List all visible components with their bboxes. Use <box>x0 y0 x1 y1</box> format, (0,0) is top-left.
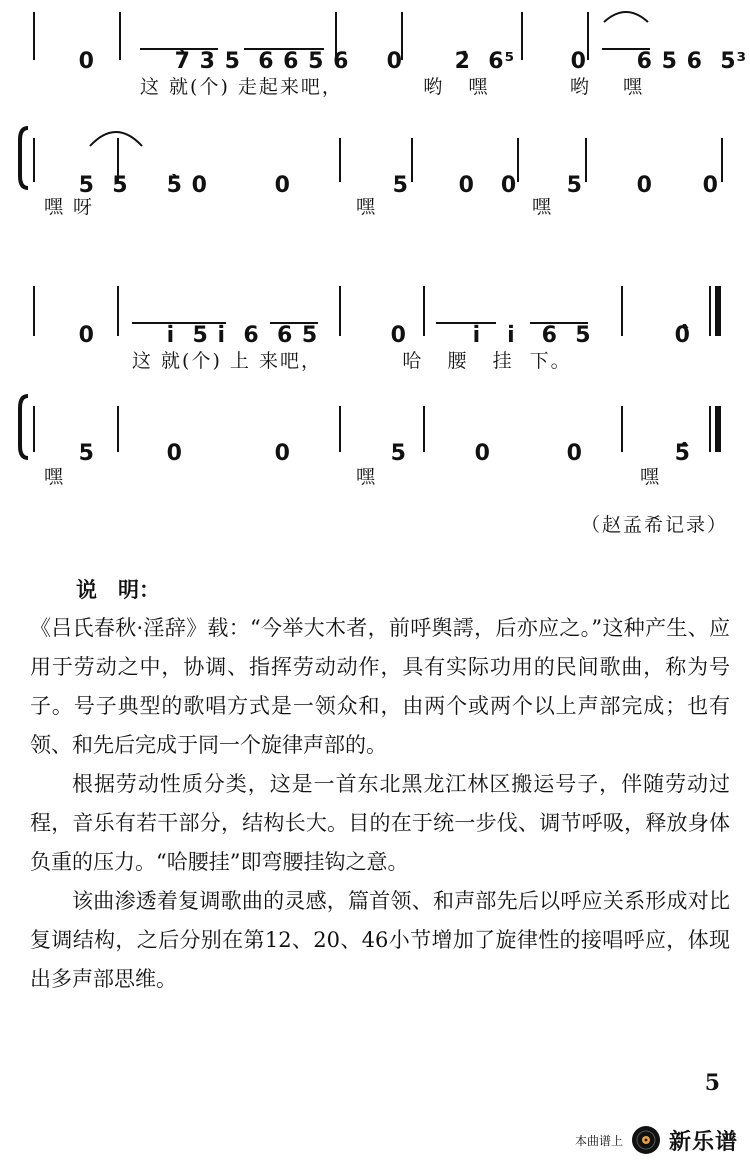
system2-lower-lyric-2: 嘿 <box>356 466 378 488</box>
system2-lower-notes-m3 <box>240 416 291 491</box>
note-group: 0 <box>474 441 491 466</box>
system2-lower-notes-m6 <box>532 416 583 491</box>
system2-upper-lyrics: 这 就(个) 上 来吧， 哈 腰 挂 下。 <box>132 350 572 372</box>
note-group: i̇ i̇ 6 5 <box>472 323 592 348</box>
explanation-paragraph-3: 该曲渗透着复调歌曲的灵感，篇首领、和声部先后以呼应关系形成对比复调结构，之后分别在第12、20、46小节增加了旋律性的接唱呼应，体现出多声部思维。 <box>30 889 730 991</box>
system1-upper-lyrics: 这 就(个) 走起来吧， 哟 嘿 哟 嘿 <box>140 76 644 98</box>
explanation-paragraph-2: 根据劳动性质分类，这是一首东北黑龙江林区搬运号子，伴随劳动过程，音乐有若干部分，结构长大。目的在于统一步伐、调节呼吸，释放身体负重的压力。“哈腰挂”即弯腰挂钩之意。 <box>30 772 730 874</box>
system1-lower-notes-m5 <box>424 148 517 223</box>
note-group: 0 <box>566 441 583 466</box>
system2-lower-notes-m5 <box>440 416 491 491</box>
system1-upper-notes <box>44 24 95 99</box>
note-group: 0 0 <box>458 173 518 198</box>
explanation-paragraph-1: 《吕氏春秋·淫辞》载：“今举大木者，前呼舆謣，后亦应之。”这种产生、应用于劳动之中，协调、指挥劳动动作，具有实际功用的民间歌曲，称为号子。号子典型的歌唱方式是一领众和，由两个或两个以上声部完成；也有领、和先后完成于同一个旋律声部的。 <box>30 616 730 757</box>
note-group: 7̀ 3 5 6 6 5 6 <box>174 49 350 74</box>
explanation-section <box>30 570 730 999</box>
note-group: 5 <box>78 441 95 466</box>
note-group: 5 5 <box>78 173 129 198</box>
note-group: 5̀ 0 <box>166 173 208 198</box>
system1-lower-notes-m3 <box>240 148 291 223</box>
system2-lower-lyric-1: 嘿 <box>44 466 66 488</box>
music-score <box>0 0 750 560</box>
note-group: 0 <box>166 441 183 466</box>
system1-lower-notes-m7 <box>602 148 653 223</box>
system1-lower-notes-m2 <box>132 148 208 223</box>
system2-upper-notes-m5 <box>640 298 691 373</box>
note-group: 5 <box>392 173 409 198</box>
watermark <box>575 1122 738 1158</box>
note-group: 0 <box>274 441 291 466</box>
note-group: 0̂ <box>674 323 691 348</box>
system2-upper-notes-m1 <box>44 298 95 373</box>
note-group: 0 <box>570 49 587 74</box>
explanation-heading: 说 明： <box>76 577 160 602</box>
note-group: 5̂ <box>674 441 691 466</box>
note-group: 0 <box>636 173 653 198</box>
note-group: 6 5 6 5³ <box>636 49 748 74</box>
system1-lower-lyric-3: 嘿 <box>532 196 554 218</box>
system2-lower-lyric-3: 嘿 <box>640 466 662 488</box>
system1-lower-lyric-1: 嘿 呀 <box>44 196 95 218</box>
note-group: 5 <box>566 173 583 198</box>
note-group: 0 <box>78 323 95 348</box>
system1-lower-lyric-2: 嘿 <box>356 196 378 218</box>
note-group: 0 <box>702 173 719 198</box>
note-group: 0 <box>386 49 403 74</box>
page-number: 5 <box>704 1070 720 1096</box>
system2-lower-notes-m2 <box>132 416 183 491</box>
watermark-caption: 本曲谱上 <box>574 1133 623 1148</box>
note-group: 0 <box>390 323 407 348</box>
note-group: 0 <box>78 49 95 74</box>
system1-lower-notes-m8 <box>668 148 719 223</box>
note-group: 5 <box>390 441 407 466</box>
note-group: 0 <box>274 173 291 198</box>
source-credit: （赵孟希记录） <box>580 514 728 536</box>
watermark-brand: 新乐谱 <box>668 1129 738 1155</box>
note-group: i̇ 5 i̇ 6 6 5 <box>166 323 319 348</box>
vinyl-disc-icon <box>631 1125 661 1155</box>
note-group: 2̇ 6⁵ <box>454 49 516 74</box>
